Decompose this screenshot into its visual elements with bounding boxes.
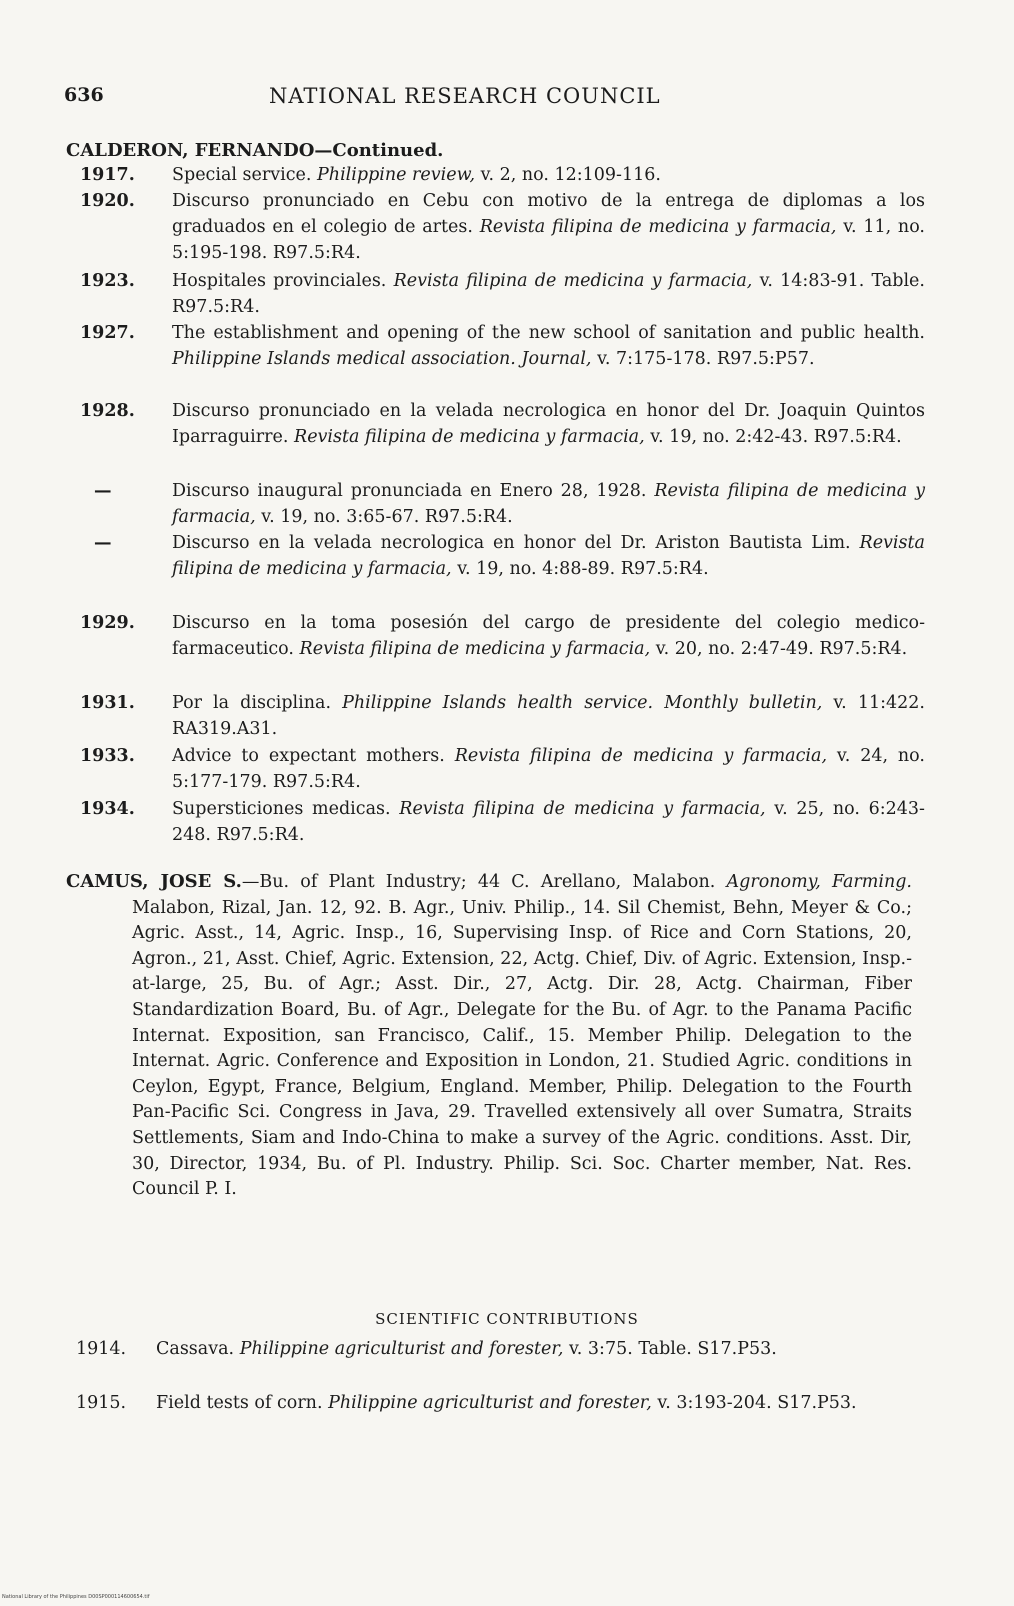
item-title: Special service. (172, 165, 312, 185)
item-ref: v. 14:83-91. Table. R97.5:R4. (172, 271, 925, 317)
bibliography-item (80, 398, 925, 450)
item-title: Advice to expectant mothers. (172, 746, 445, 766)
item-source: Philippine agriculturist and forester, (328, 1393, 652, 1413)
entry-name: CAMUS, JOSE S. (66, 871, 242, 892)
item-ref: v. 11, no. 5:195-198. R97.5:R4. (172, 217, 925, 263)
item-ref: v. 20, no. 2:47-49. R97.5:R4. (655, 639, 908, 659)
item-source: Philippine review, (317, 165, 476, 185)
item-source: Revista filipina de medicina y farmacia, (294, 427, 645, 447)
contribution-item (76, 1390, 906, 1416)
bibliography-item (80, 530, 925, 582)
item-source: Revista filipina de medicina y farmacia, (299, 639, 651, 659)
bibliography-item (80, 690, 925, 742)
bibliography-item (80, 796, 925, 848)
item-year: — (94, 481, 112, 501)
entry-affiliation: —Bu. of Plant Industry; 44 C. Arellano, Malabon. (241, 872, 716, 892)
page-number: 636 (64, 84, 104, 106)
item-ref: v. 7:175-178. R97.5:P57. (597, 349, 815, 369)
item-source: Revista filipina de medicina y farmacia, (172, 481, 925, 527)
item-ref: v. 25, no. 6:243-248. R97.5:R4. (172, 799, 925, 845)
bibliography-item (80, 162, 925, 188)
bibliography-item (80, 743, 925, 795)
bibliography-item (80, 268, 925, 320)
item-ref: v. 3:75. Table. S17.P53. (568, 1339, 777, 1359)
scan-footer-note: National Library of the Philippines D00SP000114600654.tif (2, 1594, 150, 1600)
item-title: Discurso en la velada necrologica en honor del Dr. Ariston Bautista Lim. (172, 533, 851, 553)
item-title: Discurso en la toma posesión del cargo de presidente del colegio medico-farmaceutico. (172, 613, 925, 659)
contribution-item (76, 1336, 906, 1362)
item-year: 1929. (80, 613, 135, 633)
item-source: Philippine Islands health service. Monthly bulletin, (342, 693, 823, 713)
item-ref: v. 24, no. 5:177-179. R97.5:R4. (172, 746, 925, 792)
item-title: The establishment and opening of the new school of sanitation and public health. (172, 323, 925, 343)
item-source: Philippine Islands medical association. Journal, (172, 349, 592, 369)
item-source: Revista filipina de medicina y farmacia, (454, 746, 828, 766)
section-heading: SCIENTIFIC CONTRIBUTIONS (375, 1310, 639, 1328)
item-title: Discurso pronunciado en la velada necrologica en honor del Dr. Joaquin Quintos Iparraguirre. (172, 401, 925, 447)
item-year: 1923. (80, 271, 135, 291)
entry-biography: Malabon, Rizal, Jan. 12, 92. B. Agr., Univ. Philip., 14. Sil Chemist, Behn, Meyer & Co.; Agric. Asst., 14, Agric. Insp., 16, Supervising Insp. of Rice and Corn Stations, 20, Agron., 21, Asst. Chief, Agric. Extension, 22, Actg. Chief, Div. of Agric. Extension, Insp.-at-large, 25, Bu. of Agr.; Asst. Dir., 27, Actg. Dir. 28, Actg. Chairman, Fiber Standardization Board, Bu. of Agr., Delegate for the Bu. of Agr. to the Panama Pacific Internat. Exposition, san Francisco, Calif., 15. Member Philip. Delegation to the Internat. Agric. Conference and Exposition in London, 21. Studied Agric. conditions in Ceylon, Egypt, France, Belgium, England. Member, Philip. Delegation to the Fourth Pan-Pacific Sci. Congress in Java, 29. Travelled extensively all over Sumatra, Straits Settlements, Siam and Indo-China to make a survey of the Agric. conditions. Asst. Dir, 30, Director, 1934, Bu. of Pl. Industry. Philip. Sci. Soc. Charter member, Nat. Res. Council P. I. (132, 897, 912, 1200)
item-year: 1920. (80, 191, 135, 211)
item-year: 1915. (76, 1393, 127, 1413)
entry-heading-calderon (66, 140, 443, 161)
item-title: Por la disciplina. (172, 693, 332, 713)
item-title: Supersticiones medicas. (172, 799, 391, 819)
item-title: Discurso inaugural pronunciada en Enero 28, 1928. (172, 481, 647, 501)
item-year: 1928. (80, 401, 135, 421)
item-title: Hospitales provinciales. (172, 271, 387, 291)
entry-name: CALDERON, FERNANDO—Continued. (66, 140, 444, 161)
item-source: Revista filipina de medicina y farmacia, (393, 271, 753, 291)
item-title: Discurso pronunciado en Cebu con motivo de la entrega de diplomas a los graduados en el colegio de artes. (172, 191, 925, 237)
entry-fields: Agronomy, Farming. (726, 872, 912, 892)
item-source: Revista filipina de medicina y farmacia, (479, 217, 837, 237)
item-year: 1934. (80, 799, 135, 819)
item-year: 1914. (76, 1339, 127, 1359)
item-year: 1933. (80, 746, 135, 766)
item-year: 1931. (80, 693, 135, 713)
item-source: Revista filipina de medicina y farmacia, (172, 533, 925, 579)
bibliography-item (80, 320, 925, 372)
item-ref: v. 19, no. 2:42-43. R97.5:R4. (650, 427, 902, 447)
item-year: 1927. (80, 323, 135, 343)
item-ref: v. 19, no. 4:88-89. R97.5:R4. (457, 559, 709, 579)
item-title: Cassava. (156, 1339, 235, 1359)
item-ref: v. 11:422. RA319.A31. (172, 693, 925, 739)
item-title: Field tests of corn. (156, 1393, 323, 1413)
item-ref: v. 19, no. 3:65-67. R97.5:R4. (261, 507, 513, 527)
biography-entry-camus (66, 869, 912, 1203)
running-head (64, 84, 924, 114)
item-ref: v. 2, no. 12:109-116. (480, 165, 661, 185)
bibliography-item (80, 188, 925, 266)
item-ref: v. 3:193-204. S17.P53. (657, 1393, 857, 1413)
item-year: 1917. (80, 165, 135, 185)
bibliography-item (80, 478, 925, 530)
bibliography-item (80, 610, 925, 662)
item-year: — (94, 533, 112, 553)
item-source: Philippine agriculturist and forester, (239, 1339, 564, 1359)
page-title: NATIONAL RESEARCH COUNCIL (269, 84, 661, 108)
item-source: Revista filipina de medicina y farmacia, (399, 799, 766, 819)
